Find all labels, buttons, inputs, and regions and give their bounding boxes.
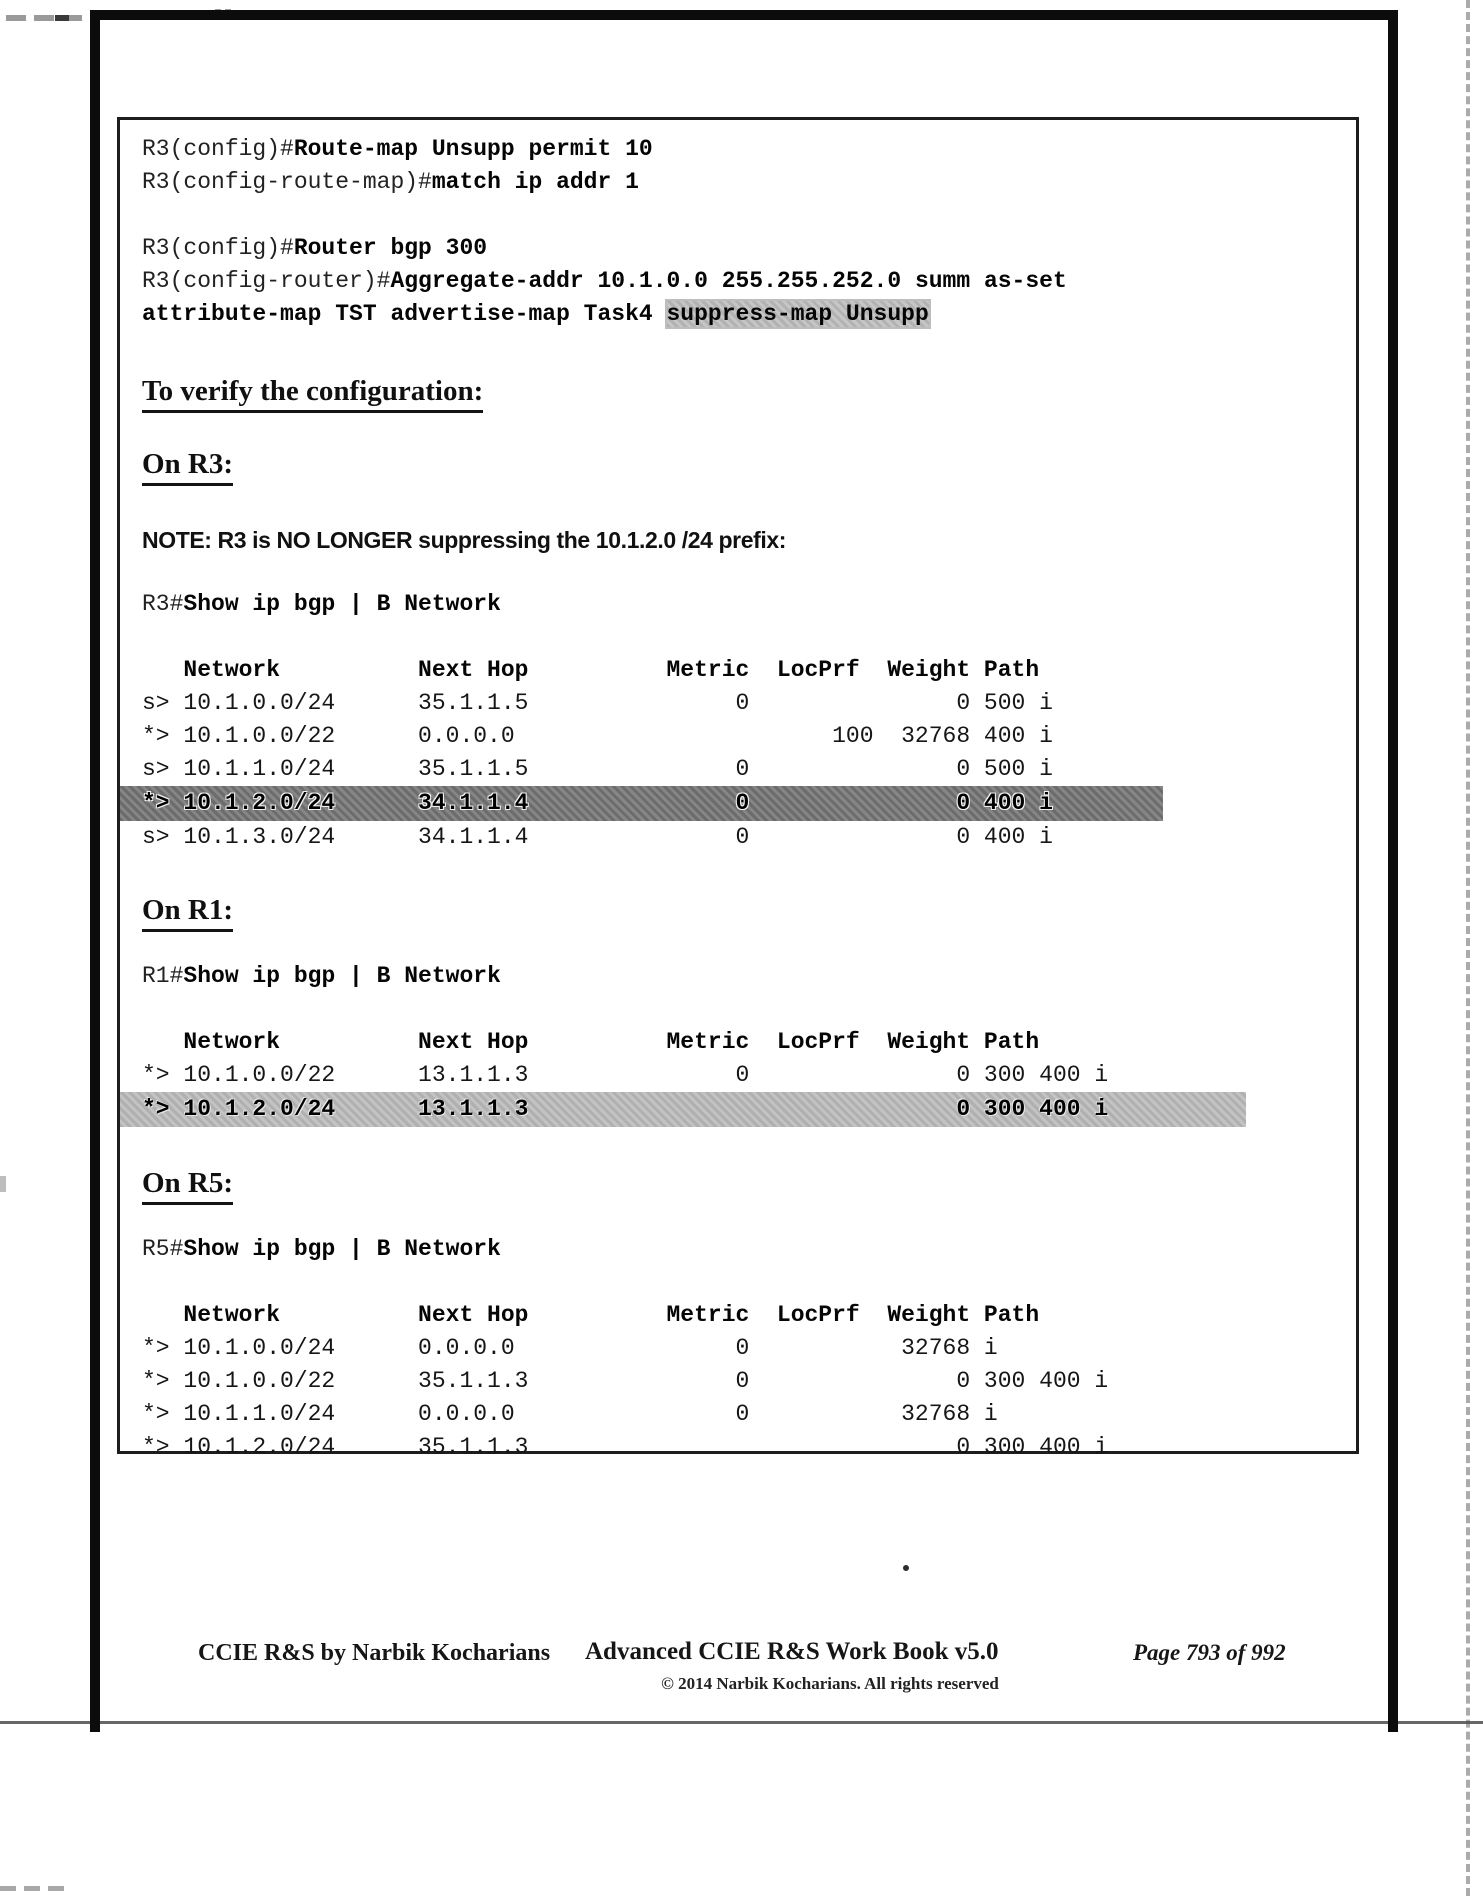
config-line-match-ip (120, 166, 1356, 199)
r1-table-row-highlighted: *> 10.1.2.0/24 13.1.1.3 0 300 400 i (120, 1092, 1356, 1127)
verify-heading: To verify the configuration: (142, 375, 1356, 408)
blank-line (120, 993, 1356, 1026)
cli-command: Router bgp 300 (293, 235, 488, 261)
cli-command: attribute-map TST advertise-map Task4 (142, 301, 667, 327)
scan-artifact-bottom-left-dashes (0, 1886, 64, 1891)
r3-table-header: Network Next Hop Metric LocPrf Weight Path (142, 657, 1040, 683)
suppress-map-highlight: suppress-map Unsupp (666, 301, 929, 327)
r3-show-command (120, 588, 1356, 621)
scan-artifact-right-dashed-edge (1466, 0, 1470, 1896)
r1-table-row: *> 10.1.0.0/22 13.1.1.3 0 0 300 400 i (142, 1062, 1109, 1088)
cli-prompt: R1# (142, 963, 184, 989)
r3-table-row: s> 10.1.0.0/24 35.1.1.5 0 0 500 i (142, 690, 1053, 716)
blank-line (120, 199, 1356, 232)
r3-table-row: s> 10.1.3.0/24 34.1.1.4 0 0 400 i (142, 824, 1053, 850)
config-line-router-bgp (120, 232, 1356, 265)
section-heading-r3: On R3: (142, 448, 1356, 481)
cli-command: Aggregate-addr 10.1.0.0 255.255.252.0 summ as-set (390, 268, 1067, 294)
r5-table-row: *> 10.1.0.0/24 0.0.0.0 0 32768 i (142, 1335, 998, 1361)
r5-table-row: *> 10.1.2.0/24 35.1.1.3 0 300 400 i (142, 1434, 1109, 1460)
section-heading-r1: On R1: (142, 894, 1356, 927)
r3-table-row-highlighted: *> 10.1.2.0/24 34.1.1.4 0 0 400 i (120, 786, 1356, 821)
note-r3-suppression: NOTE: R3 is NO LONGER suppressing the 10.1.2.0 /24 prefix: (142, 527, 786, 553)
cli-prompt: R3# (142, 591, 184, 617)
cli-command: Show ip bgp | B Network (183, 591, 501, 617)
cli-prompt: R3(config-router)# (142, 268, 391, 294)
section-heading-r5: On R5: (142, 1167, 1356, 1200)
cli-command: Show ip bgp | B Network (183, 1236, 501, 1262)
footer-author: CCIE R&S by Narbik Kocharians (198, 1640, 551, 1666)
r5-table-row: *> 10.1.0.0/22 35.1.1.3 0 0 300 400 i (142, 1368, 1109, 1394)
config-line-aggregate (120, 265, 1356, 298)
r3-table-row: s> 10.1.1.0/24 35.1.1.5 0 0 500 i (142, 756, 1053, 782)
blank-line (120, 1266, 1356, 1299)
cli-command: match ip addr 1 (431, 169, 639, 195)
blank-line (120, 621, 1356, 654)
footer-book-title: Advanced CCIE R&S Work Book v5.0 (585, 1638, 999, 1665)
scan-artifact-top-left-dashes (6, 15, 94, 21)
footer-copyright: © 2014 Narbik Kocharians. All rights reserved (661, 1674, 999, 1693)
scan-artifact-left-mark (0, 1176, 6, 1192)
config-line-aggregate-cont (120, 298, 1356, 331)
r5-show-command (120, 1233, 1356, 1266)
cli-command: Route-map Unsupp permit 10 (293, 136, 653, 162)
cli-prompt: R5# (142, 1236, 184, 1262)
r1-show-command (120, 960, 1356, 993)
r5-table-header: Network Next Hop Metric LocPrf Weight Path (142, 1302, 1040, 1328)
cli-prompt: R3(config)# (142, 136, 294, 162)
r3-table-row: *> 10.1.0.0/22 0.0.0.0 100 32768 400 i (142, 723, 1053, 749)
footer-page-number: Page 793 of 992 (1133, 1640, 1286, 1665)
r5-table-row: *> 10.1.1.0/24 0.0.0.0 0 32768 i (142, 1401, 998, 1427)
cli-command: Show ip bgp | B Network (183, 963, 501, 989)
r1-table-header: Network Next Hop Metric LocPrf Weight Path (142, 1029, 1040, 1055)
scan-artifact-top-left-dark-dash (55, 15, 69, 21)
terminal-output-box (117, 117, 1359, 1460)
cli-prompt: R3(config)# (142, 235, 294, 261)
config-line-route-map (120, 133, 1356, 166)
cli-prompt: R3(config-route-map)# (142, 169, 432, 195)
